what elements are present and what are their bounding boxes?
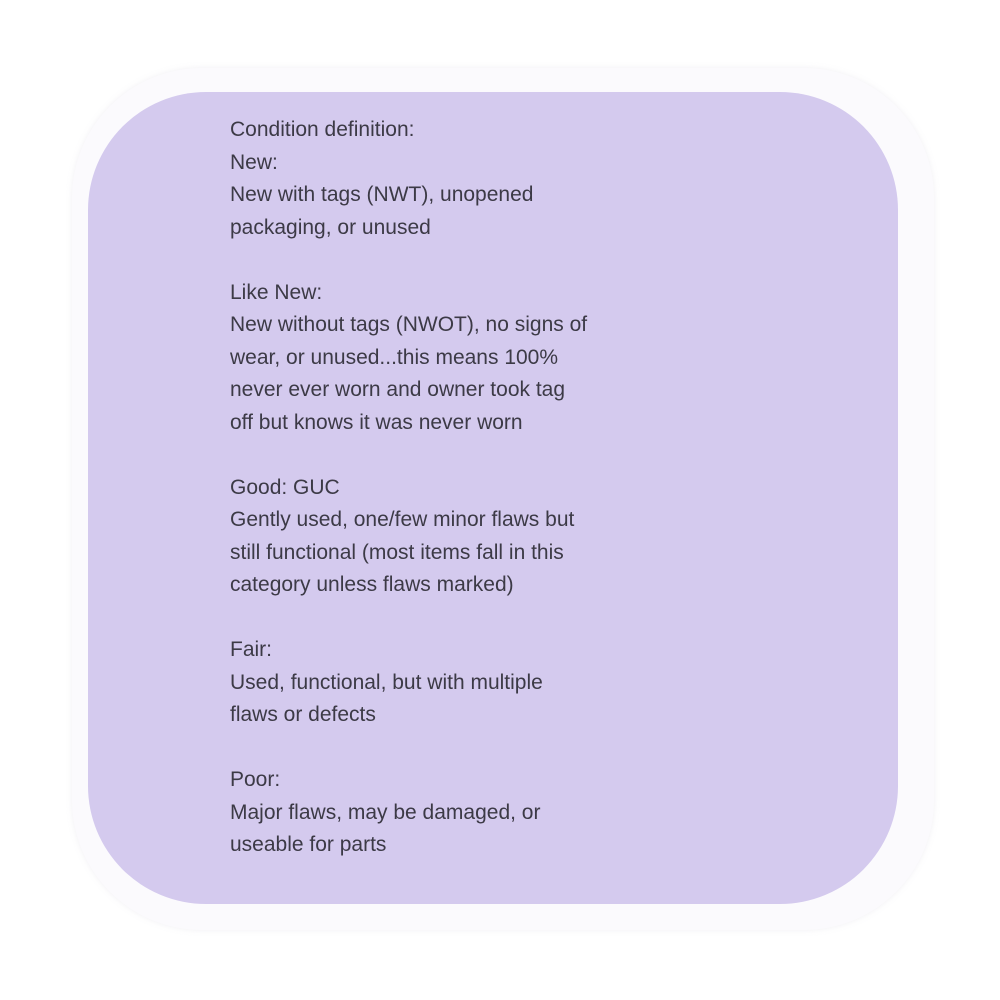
- section-like-new-line: New without tags (NWOT), no signs of: [230, 313, 588, 336]
- section-new-line: New with tags (NWT), unopened: [230, 183, 534, 206]
- heading: Condition definition:: [230, 118, 415, 141]
- section-new-title: New:: [230, 150, 278, 174]
- section-good-line: still functional (most items fall in this: [230, 540, 564, 564]
- section-like-new-line: never ever worn and owner took tag: [230, 378, 566, 401]
- section-new-line: packaging, or unused: [230, 215, 431, 239]
- section-like-new-title: Like New:: [230, 280, 323, 304]
- section-like-new-line: off but knows it was never worn: [230, 410, 523, 434]
- section-good-title: Good: GUC: [230, 475, 340, 499]
- section-fair-line: flaws or defects: [230, 703, 376, 726]
- section-poor-line: Major flaws, may be damaged, or: [230, 800, 541, 824]
- section-good-line: Gently used, one/few minor flaws but: [230, 508, 575, 531]
- section-spacer: [230, 244, 790, 277]
- condition-definitions: [230, 114, 790, 862]
- section-poor-line: useable for parts: [230, 833, 387, 856]
- section-like-new-line: wear, or unused...this means 100%: [230, 345, 559, 369]
- section-poor-title: Poor:: [230, 768, 281, 791]
- section-fair-line: Used, functional, but with multiple: [230, 670, 543, 694]
- section-spacer: [230, 602, 790, 635]
- section-fair-title: Fair:: [230, 638, 272, 661]
- section-spacer: [230, 439, 790, 472]
- section-spacer: [230, 732, 790, 765]
- section-good-line: category unless flaws marked): [230, 573, 514, 596]
